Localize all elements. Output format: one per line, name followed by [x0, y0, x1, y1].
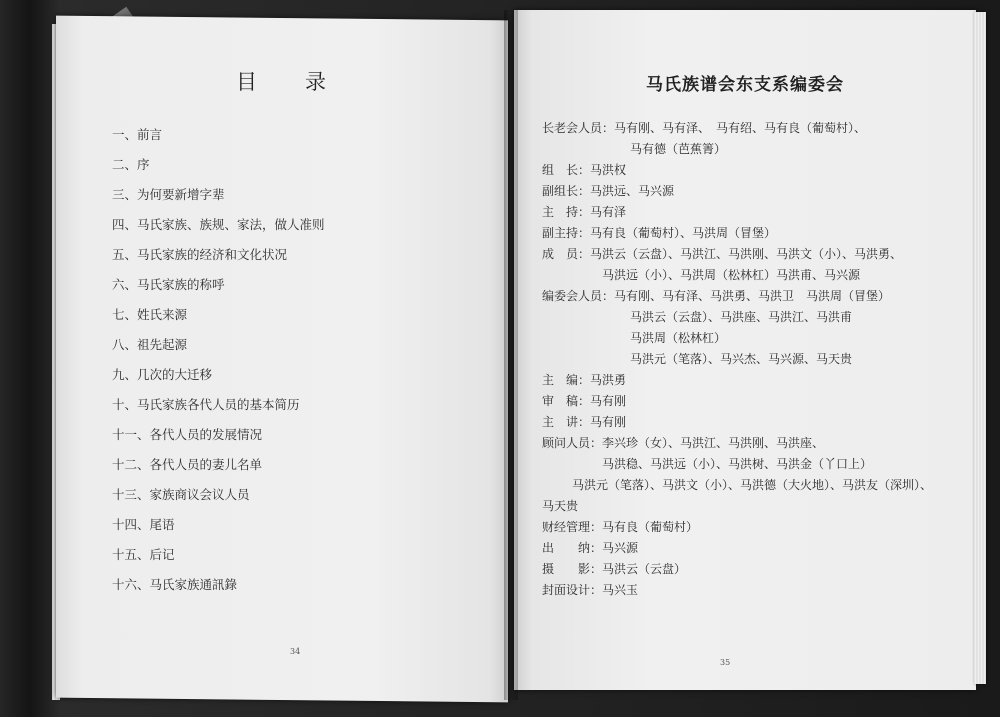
committee-row-label: 成 员：: [542, 247, 591, 261]
committee-row-label: 主 持：: [542, 205, 591, 219]
toc-item: 十一、各代人员的发展情况: [112, 427, 263, 442]
committee-row-label: 副组长：: [542, 184, 591, 198]
committee-row-names: 马天贵: [542, 499, 579, 513]
committee-row: [542, 349, 962, 370]
committee-row: [542, 433, 962, 454]
committee-row: [542, 517, 962, 538]
committee-row: [542, 265, 962, 286]
toc-item: 八、祖先起源: [112, 337, 188, 352]
committee-row: [542, 454, 962, 475]
committee-row: [542, 202, 962, 223]
committee-row-names: 马兴玉: [602, 583, 639, 597]
committee-row-names: 马洪勇: [590, 373, 627, 387]
committee-row: [542, 412, 962, 433]
toc-item: 十二、各代人员的妻儿名单: [112, 457, 263, 472]
toc-item: 十四、尾语: [112, 517, 175, 532]
committee-row-label: 组 长：: [542, 163, 591, 177]
committee-row: [542, 286, 962, 307]
committee-row-label: 封面设计：: [542, 583, 603, 597]
committee-row-names: 马洪周（松林杠）: [630, 331, 727, 345]
committee-row-names: 马洪稳、马洪远（小）、马洪树、马洪金（丫口上）: [602, 457, 873, 471]
committee-row-names: 马有泽: [590, 205, 627, 219]
page-number-right: 35: [720, 658, 731, 667]
committee-row: [542, 559, 962, 580]
committee-row-label: 主 编：: [542, 373, 591, 387]
committee-row-names: 马洪权: [590, 163, 627, 177]
toc-title: 目 录: [236, 70, 328, 94]
committee-row-label: 顾问人员：: [542, 436, 603, 450]
committee-row-label: 主 讲：: [542, 415, 591, 429]
committee-row-names: 李兴珍（女）、马洪江、马洪刚、马洪座、: [602, 436, 825, 450]
committee-row: [542, 328, 962, 349]
committee-row: [542, 160, 962, 181]
committee-row-names: 马洪元（笔落）、马洪文（小）、马洪德（大火地）、马洪友（深圳）、: [572, 478, 933, 492]
committee-row: [542, 244, 962, 265]
committee-list: [542, 118, 962, 601]
page-number-left: 34: [290, 647, 301, 656]
committee-row: [542, 475, 962, 496]
committee-row-label: 审 稿：: [542, 394, 591, 408]
committee-row: [542, 370, 962, 391]
committee-row-names: 马有良（葡萄村）、马洪周（冒堡）: [590, 226, 777, 240]
toc-item: 三、为何要新增字辈: [112, 187, 225, 202]
committee-row: [542, 307, 962, 328]
committee-row-names: 马洪远（小）、马洪周（松林杠）马洪甫、马兴源: [602, 268, 861, 282]
committee-row-label: 副主持：: [542, 226, 591, 240]
right-page-edge: [974, 12, 986, 684]
committee-row: [542, 139, 962, 160]
committee-row-names: 马洪云（云盘）、马洪座、马洪江、马洪甫: [630, 310, 853, 324]
committee-row: [542, 181, 962, 202]
committee-row-names: 马有良（葡萄村）: [602, 520, 699, 534]
committee-row-names: 马洪远、马兴源: [590, 184, 675, 198]
toc-item: 二、序: [112, 157, 150, 172]
committee-row: [542, 223, 962, 244]
committee-row-label: 摄 影：: [542, 562, 603, 576]
committee-title: 马氏族谱会东支系编委会: [646, 75, 844, 95]
committee-row-names: 马有刚: [590, 394, 627, 408]
open-book: [56, 10, 986, 700]
committee-row-names: 马有刚: [590, 415, 627, 429]
committee-row-names: 马有刚、马有泽、 马有绍、马有良（葡萄村）、: [614, 121, 867, 135]
committee-row-label: 长老会人员：: [542, 121, 615, 135]
committee-row: [542, 496, 962, 517]
committee-row: [542, 580, 962, 601]
toc-item: 十、马氏家族各代人员的基本简历: [112, 397, 300, 412]
committee-row-label: 财经管理：: [542, 520, 603, 534]
toc-item: 六、马氏家族的称呼: [112, 277, 225, 292]
toc-item: 五、马氏家族的经济和文化状况: [112, 247, 288, 262]
toc-item: 十三、家族商议会议人员: [112, 487, 250, 502]
committee-row-names: 马洪云（云盘）: [602, 562, 687, 576]
toc-item: 十六、马氏家族通訊錄: [112, 577, 238, 592]
committee-row-names: 马有刚、马有泽、马洪勇、马洪卫 马洪周（冒堡）: [614, 289, 891, 303]
toc-item: 十五、后记: [112, 547, 175, 562]
committee-row: [542, 538, 962, 559]
book-gutter: [504, 10, 518, 700]
committee-row-label: 编委会人员：: [542, 289, 615, 303]
committee-row: [542, 118, 962, 139]
committee-row-names: 马洪云（云盘）、马洪江、马洪刚、马洪文（小）、马洪勇、: [590, 247, 903, 261]
toc-item: 一、前言: [112, 127, 163, 142]
committee-row: [542, 391, 962, 412]
committee-row-names: 马兴源: [602, 541, 639, 555]
committee-row-names: 马洪元（笔落）、马兴杰、马兴源、马天贵: [630, 352, 853, 366]
committee-row-names: 马有德（芭蕉箐）: [630, 142, 727, 156]
toc-list: [112, 120, 325, 600]
toc-item: 九、几次的大迁移: [112, 367, 213, 382]
toc-item: 七、姓氏来源: [112, 307, 188, 322]
toc-item: 四、马氏家族、族规、家法，做人准则: [112, 217, 325, 232]
committee-row-label: 出 纳：: [542, 541, 603, 555]
